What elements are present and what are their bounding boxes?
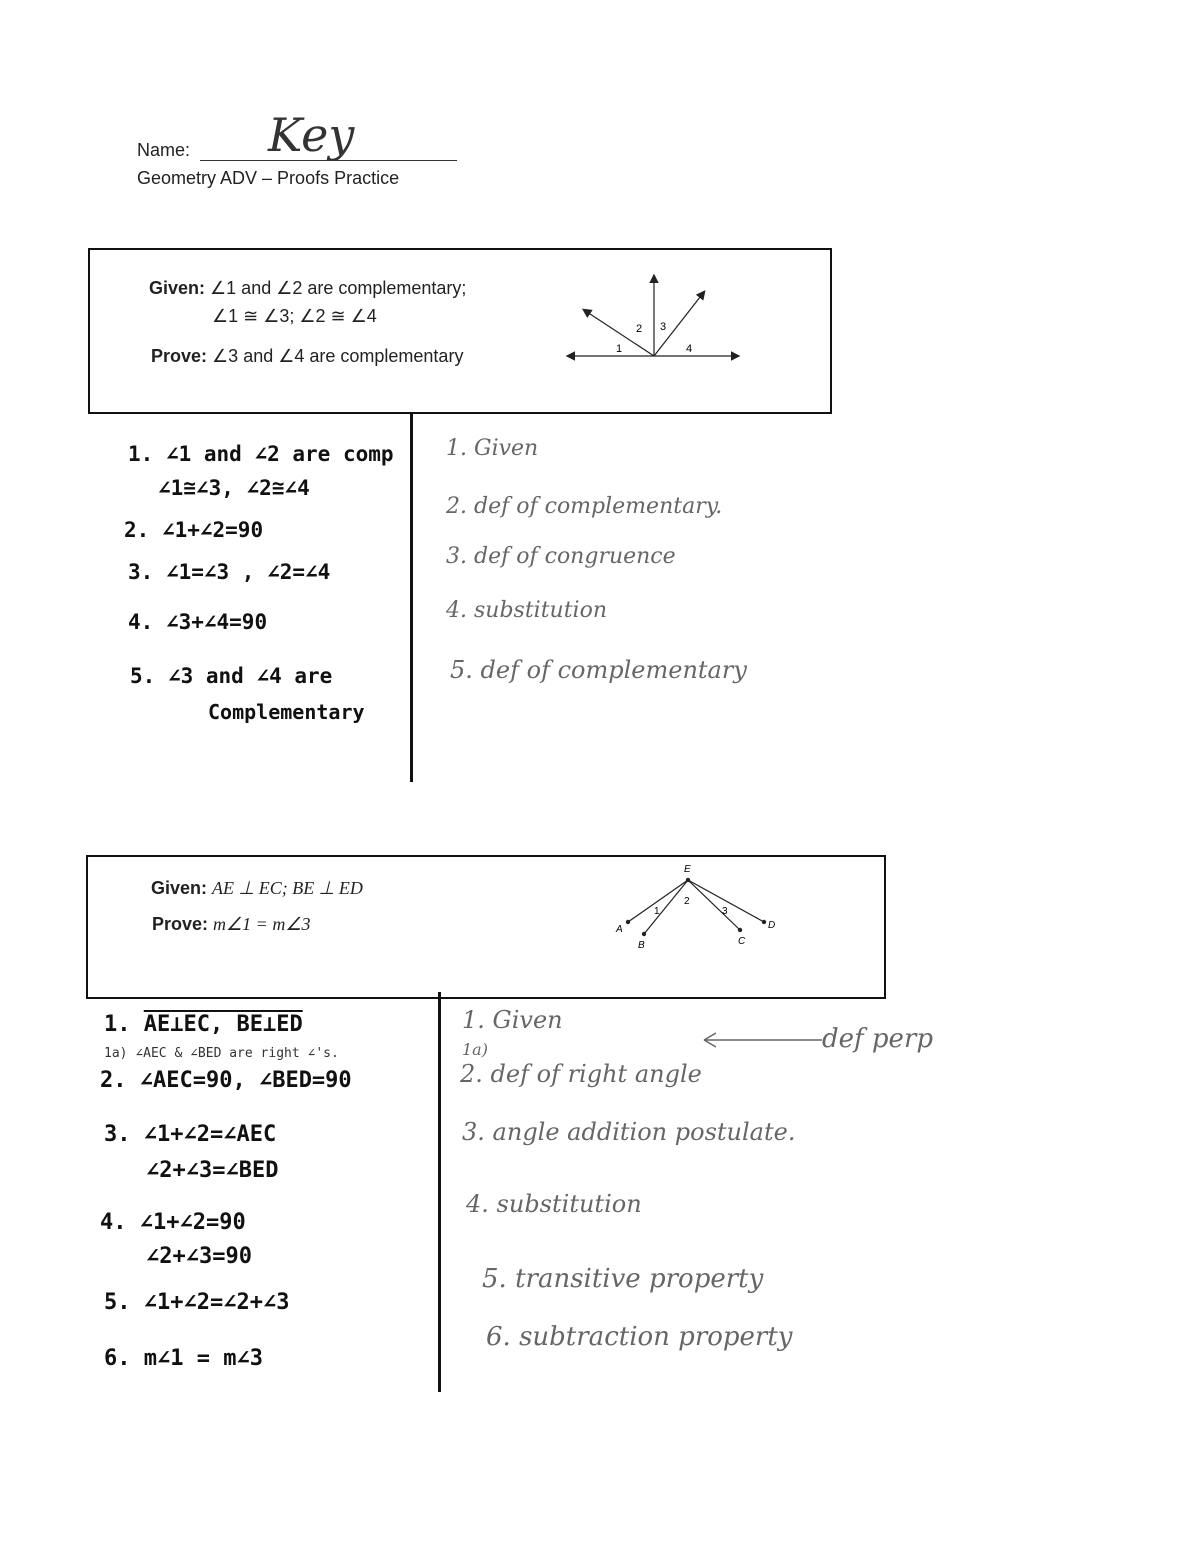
proof1-statement-4-line1: ∠3+∠4=90 xyxy=(165,610,268,634)
proof2-statement-1a-line1: ∠AEC & ∠BED are right ∠'s. xyxy=(135,1046,339,1061)
proof2-statement-1-line1: AE⊥EC, BE⊥ED xyxy=(143,1012,303,1037)
proof2-statement-3-num: 3. xyxy=(104,1122,131,1147)
proof1-statement-1 xyxy=(128,442,394,466)
proof1-reason-2-num: 2. xyxy=(446,494,467,519)
proof1-statement-2 xyxy=(124,518,263,542)
proof2-reason-6 xyxy=(486,1322,793,1352)
proof2-diagram xyxy=(612,860,792,950)
proof2-reason-1-text: Given xyxy=(492,1006,563,1034)
proof2-diagram-label-A: A xyxy=(616,924,623,935)
proof2-statement-3 xyxy=(104,1122,276,1147)
proof1-diagram-label-2: 2 xyxy=(636,323,643,335)
proof2-reason-6-text: subtraction property xyxy=(519,1322,793,1352)
proof2-reason-4-num: 4. xyxy=(466,1190,489,1218)
proof1-reason-1-num: 1. xyxy=(446,436,467,461)
proof1-given-line1: ∠1 and ∠2 are complementary; xyxy=(210,278,467,298)
proof2-diagram-label-E: E xyxy=(684,864,691,875)
proof2-reason-2 xyxy=(460,1060,702,1088)
proof2-column-divider xyxy=(438,992,441,1392)
proof2-given-text: AE ⊥ EC; BE ⊥ ED xyxy=(212,878,363,898)
proof2-statement-4-line2: ∠2+∠3=90 xyxy=(146,1244,252,1269)
proof1-reason-5-num: 5. xyxy=(450,656,473,684)
proof1-reason-1 xyxy=(446,436,538,461)
proof2-reason-5-num: 5. xyxy=(482,1264,507,1294)
proof2-diagram-label-1: 1 xyxy=(654,906,660,917)
proof2-statement-6-line1: m∠1 = m∠3 xyxy=(143,1346,263,1371)
proof2-diagram-label-C: C xyxy=(738,936,746,947)
proof2-diagram-label-D: D xyxy=(768,920,776,931)
proof1-statement-4-num: 4. xyxy=(128,610,154,634)
proof2-statement-1a xyxy=(104,1046,339,1061)
proof1-column-divider xyxy=(410,414,413,782)
proof1-reason-1-text: Given xyxy=(474,436,539,461)
proof1-statement-5-line2: Complementary xyxy=(208,700,365,724)
proof2-prove-text: m∠1 = m∠3 xyxy=(213,914,311,934)
name-label: Name: xyxy=(137,140,191,160)
proof1-reason-5 xyxy=(450,656,747,684)
proof2-statement-3-line1: ∠1+∠2=∠AEC xyxy=(143,1122,277,1147)
proof2-statement-4-num: 4. xyxy=(100,1210,127,1235)
proof2-margin-note: def perp xyxy=(822,1024,934,1054)
proof2-statement-1a-num: 1a) xyxy=(104,1046,128,1061)
proof1-statement-1-num: 1. xyxy=(128,442,154,466)
proof2-prove xyxy=(152,914,310,935)
proof2-diagram-label-2: 2 xyxy=(684,896,690,907)
proof2-reason-1a-num: 1a) xyxy=(462,1040,488,1059)
proof1-reason-3 xyxy=(446,544,676,569)
proof1-statement-5 xyxy=(130,664,332,688)
proof1-statement-5-line1: ∠3 and ∠4 are xyxy=(167,664,333,688)
proof2-reason-3-text: angle addition postulate. xyxy=(492,1118,796,1146)
proof1-prove-text: ∠3 and ∠4 are complementary xyxy=(212,346,464,366)
proof1-reason-4-num: 4. xyxy=(446,598,467,623)
proof1-diagram-label-3: 3 xyxy=(660,321,667,333)
proof1-statement-1-line2: ∠1≅∠3, ∠2≅∠4 xyxy=(158,476,310,500)
proof2-reason-3-num: 3. xyxy=(462,1118,485,1146)
proof1-statement-4 xyxy=(128,610,267,634)
proof2-reason-4 xyxy=(466,1190,642,1218)
proof2-statement-5-line1: ∠1+∠2=∠2+∠3 xyxy=(143,1290,290,1315)
proof1-given-line2: ∠1 ≅ ∠3; ∠2 ≅ ∠4 xyxy=(212,306,377,326)
proof1-reason-2 xyxy=(446,494,722,519)
proof1-diagram-label-1: 1 xyxy=(616,343,623,355)
proof2-diagram-label-3: 3 xyxy=(722,906,728,917)
page-subtitle: Geometry ADV – Proofs Practice xyxy=(137,168,400,188)
proof2-reason-2-num: 2. xyxy=(460,1060,483,1088)
proof2-reason-5 xyxy=(482,1264,763,1294)
proof2-statement-1 xyxy=(104,1012,303,1037)
proof1-reason-4-text: substitution xyxy=(474,598,608,623)
proof1-given xyxy=(149,278,466,299)
proof2-reason-6-num: 6. xyxy=(486,1322,511,1352)
proof1-statement-5-num: 5. xyxy=(130,664,156,688)
proof1-reason-3-text: def of congruence xyxy=(474,544,676,569)
proof2-reason-5-text: transitive property xyxy=(515,1264,764,1294)
proof2-statement-3-line2: ∠2+∠3=∠BED xyxy=(146,1158,279,1183)
name-value: Key xyxy=(268,108,355,162)
proof2-given-label: Given: xyxy=(151,878,208,898)
proof2-diagram-label-B: B xyxy=(638,940,645,950)
proof2-statement-6 xyxy=(104,1346,263,1371)
proof1-statement-1-line1: ∠1 and ∠2 are comp xyxy=(165,442,394,466)
proof1-reason-2-text: def of complementary. xyxy=(474,494,723,519)
proof2-reason-1 xyxy=(462,1006,563,1034)
proof2-statement-5-num: 5. xyxy=(104,1290,131,1315)
proof2-statement-2-line1: ∠AEC=90, ∠BED=90 xyxy=(139,1068,352,1093)
proof1-statement-3 xyxy=(128,560,330,584)
proof1-reason-4 xyxy=(446,598,607,623)
proof1-statement-2-line1: ∠1+∠2=90 xyxy=(161,518,264,542)
proof1-reason-5-text: def of complementary xyxy=(480,656,747,684)
proof2-statement-2-num: 2. xyxy=(100,1068,127,1093)
proof2-statement-2 xyxy=(100,1068,352,1093)
proof1-diagram xyxy=(560,270,750,370)
proof1-prove-label: Prove: xyxy=(151,346,208,366)
proof1-statement-2-num: 2. xyxy=(124,518,150,542)
proof2-statement-5 xyxy=(104,1290,289,1315)
proof1-reason-3-num: 3. xyxy=(446,544,467,569)
proof2-reason-4-text: substitution xyxy=(496,1190,642,1218)
proof2-reason-2-text: def of right angle xyxy=(490,1060,702,1088)
proof2-statement-4 xyxy=(100,1210,246,1235)
proof1-given-label: Given: xyxy=(149,278,206,298)
proof2-statement-6-num: 6. xyxy=(104,1346,131,1371)
proof2-given xyxy=(151,878,363,899)
proof1-statement-3-num: 3. xyxy=(128,560,154,584)
proof2-reason-1a xyxy=(462,1040,488,1059)
proof1-diagram-label-4: 4 xyxy=(686,343,693,355)
proof1-prove xyxy=(151,346,463,367)
proof2-prove-label: Prove: xyxy=(152,914,209,934)
proof1-statement-3-line1: ∠1=∠3 , ∠2=∠4 xyxy=(165,560,331,584)
proof2-statement-4-line1: ∠1+∠2=90 xyxy=(139,1210,246,1235)
proof2-statement-1-num: 1. xyxy=(104,1012,131,1037)
proof2-reason-3 xyxy=(462,1118,795,1146)
proof2-reason-1-num: 1. xyxy=(462,1006,485,1034)
margin-arrow-icon xyxy=(700,1030,826,1050)
